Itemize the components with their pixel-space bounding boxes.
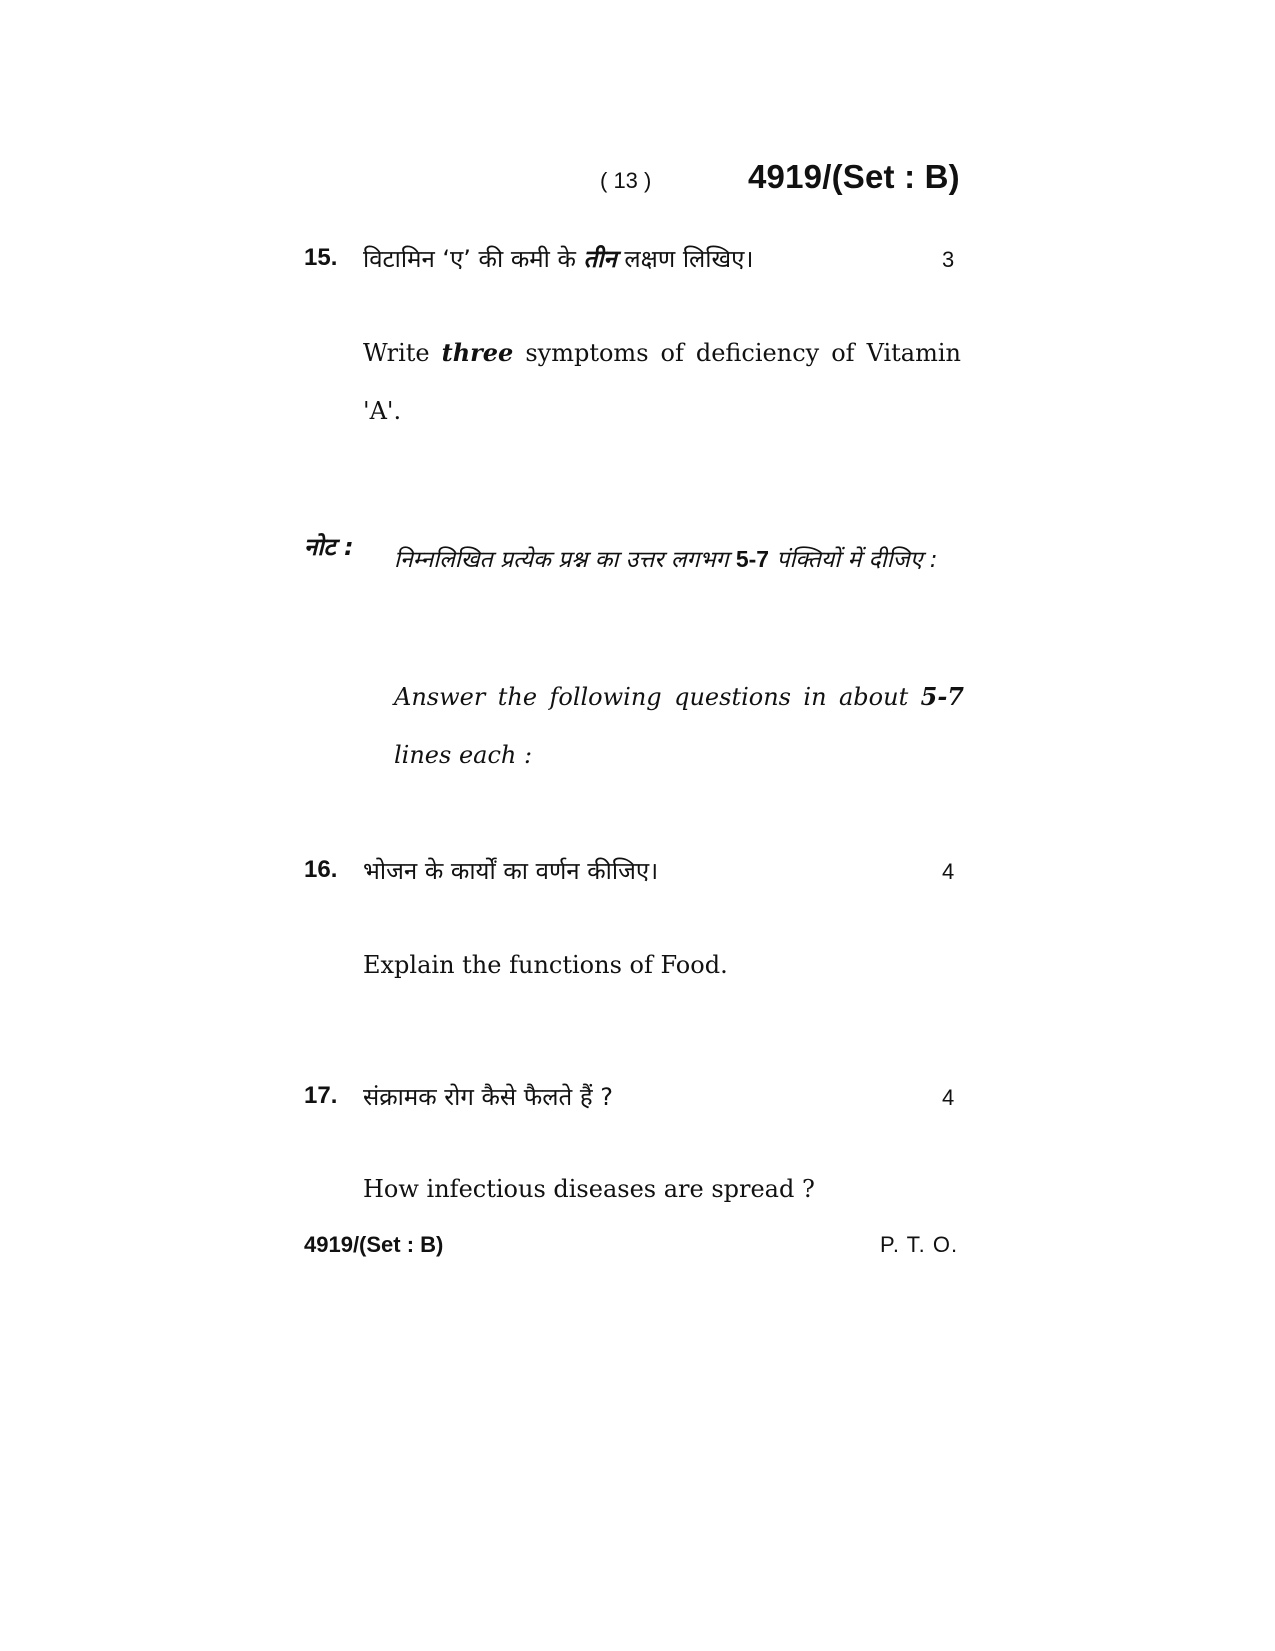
note-english-emphasis: 5-7 [920,682,964,711]
question-17-marks: 4 [942,1085,955,1110]
question-16-marks: 4 [942,859,955,884]
question-15-hindi-emphasis: तीन [583,245,617,273]
question-17-english: How infectious diseases are spread ? [363,1175,815,1203]
note-label: नोट : [304,533,354,561]
paper-code-header: 4919/(Set : B) [748,158,960,195]
question-15-hindi-part1: विटामिन ‘ए’ की कमी के [363,245,584,273]
question-15-english [363,324,961,440]
question-16-number: 16. [304,856,338,883]
question-15-marks: 3 [942,247,955,272]
note-english-part1: Answer the following questions in about [394,683,921,711]
question-16-hindi: भोजन के कार्यों का वर्णन कीजिए। [363,857,659,885]
note-hindi-emphasis: 5-7 [735,546,770,572]
question-17-number: 17. [304,1082,338,1109]
question-16-english: Explain the functions of Food. [363,951,728,979]
paper-code-footer: 4919/(Set : B) [304,1232,444,1257]
question-15-english-part1: Write [363,339,442,367]
page-number: ( 13 ) [600,168,652,193]
note-hindi-instruction [394,530,964,589]
please-turn-over: P. T. O. [880,1232,959,1257]
question-17-hindi: संक्रामक रोग कैसे फैलते हैं ? [363,1083,613,1111]
note-hindi-part1: निम्नलिखित प्रत्येक प्रश्न का उत्तर लगभग [394,547,736,573]
question-15-hindi [363,242,754,275]
note-english-part2: lines each : [394,741,533,769]
question-15-hindi-part2: लक्षण लिखिए। [616,245,754,273]
question-15-english-emphasis: three [441,338,514,367]
note-english-instruction [394,668,964,784]
note-hindi-part2: पंक्तियों में दीजिए : [769,547,938,573]
question-15-english-part2: symptoms of deficiency of Vitamin 'A'. [363,339,961,425]
question-15-number: 15. [304,244,338,271]
